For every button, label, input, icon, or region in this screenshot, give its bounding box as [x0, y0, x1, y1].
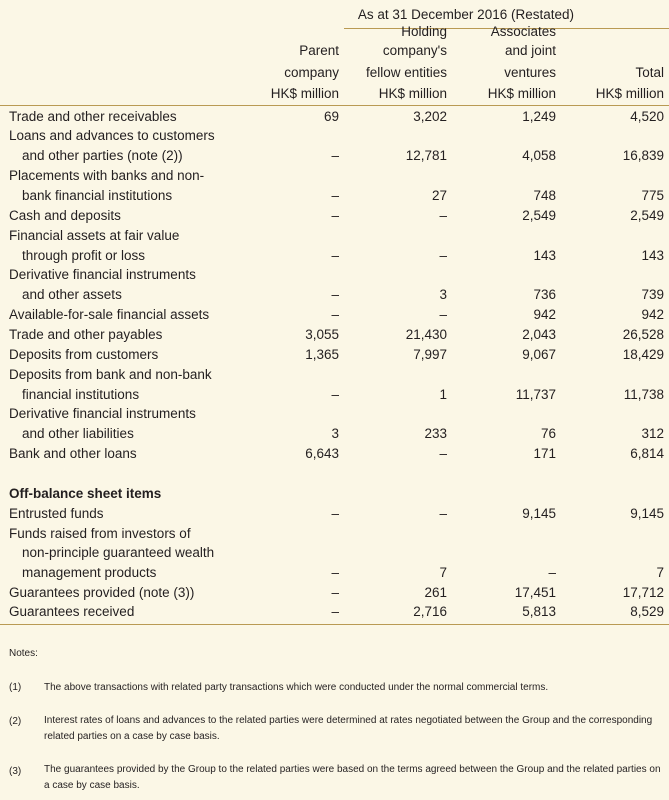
cell-total: 2,549 — [630, 208, 664, 223]
cell-associates: 171 — [533, 446, 556, 461]
cell-associates: 2,549 — [522, 208, 556, 223]
col-total-line1: Total — [635, 65, 664, 80]
cell-holding: 12,781 — [405, 148, 447, 163]
cell-total: 26,528 — [622, 327, 664, 342]
cell-parent: – — [331, 148, 339, 163]
col-holding-line4: HK$ million — [378, 86, 447, 101]
note-number: (2) — [9, 716, 22, 727]
cell-holding: 3 — [439, 287, 447, 302]
table-bottom-rule — [0, 624, 669, 625]
cell-parent: 69 — [323, 109, 339, 124]
cell-parent: – — [331, 208, 339, 223]
cell-holding: 27 — [431, 188, 447, 203]
cell-parent: – — [331, 604, 339, 619]
cell-associates: 9,145 — [522, 506, 556, 521]
row-label: Deposits from customers — [9, 347, 159, 362]
row-label: Cash and deposits — [9, 208, 121, 223]
cell-associates: – — [548, 565, 556, 580]
row-label: Guarantees received — [9, 604, 135, 619]
cell-associates: 2,043 — [522, 327, 556, 342]
cell-associates: 76 — [540, 426, 556, 441]
row-label-cont: financial institutions — [22, 387, 140, 402]
col-total-line2: HK$ million — [595, 86, 664, 101]
cell-total: 312 — [641, 426, 664, 441]
notes-title: Notes: — [9, 648, 38, 659]
cell-associates: 736 — [533, 287, 556, 302]
row-label-cont: and other assets — [22, 287, 122, 302]
row-label: Guarantees provided (note (3)) — [9, 585, 195, 600]
col-associates-line1: Associates — [490, 24, 556, 39]
cell-associates: 11,737 — [515, 387, 556, 402]
row-label-cont: non-principle guaranteed wealth — [22, 545, 215, 560]
row-label: Bank and other loans — [9, 446, 137, 461]
row-label: Entrusted funds — [9, 506, 104, 521]
col-holding-line2: company's — [382, 43, 447, 58]
note-number: (3) — [9, 766, 22, 777]
period-heading: As at 31 December 2016 (Restated) — [357, 7, 574, 22]
cell-total: 739 — [641, 287, 664, 302]
cell-parent: – — [331, 585, 339, 600]
row-label: Deposits from bank and non-bank — [9, 367, 212, 382]
row-label: Derivative financial instruments — [9, 406, 196, 421]
cell-holding: 3,202 — [413, 109, 447, 124]
cell-holding: 7 — [439, 565, 447, 580]
cell-total: 4,520 — [630, 109, 664, 124]
note-number: (1) — [9, 682, 22, 693]
cell-total: 8,529 — [630, 604, 664, 619]
row-label: Financial assets at fair value — [9, 228, 180, 243]
cell-holding: – — [439, 307, 447, 322]
row-label: Available-for-sale financial assets — [9, 307, 210, 322]
cell-parent: – — [331, 565, 339, 580]
cell-associates: 4,058 — [522, 148, 556, 163]
cell-parent: – — [331, 307, 339, 322]
row-label-cont: and other liabilities — [22, 426, 134, 441]
row-label-cont: bank financial institutions — [22, 188, 173, 203]
col-parent-line1: Parent — [299, 43, 339, 58]
col-parent-line3: HK$ million — [270, 86, 339, 101]
header-rule — [0, 105, 669, 106]
note-text: Interest rates of loans and advances to the related parties were determined at rates negotiated between the Group and the corresponding related parties on a case by case basis. — [44, 715, 653, 742]
cell-parent: 3 — [331, 426, 339, 441]
cell-parent: 3,055 — [305, 327, 339, 342]
cell-total: 16,839 — [622, 148, 664, 163]
cell-total: 9,145 — [630, 506, 664, 521]
row-label: Funds raised from investors of — [9, 526, 191, 541]
cell-parent: – — [331, 287, 339, 302]
note-text: The guarantees provided by the Group to the related parties were based on the terms agreed between the Group and the related parties on a case by case basis. — [44, 764, 661, 791]
col-parent-line2: company — [284, 65, 339, 80]
col-holding-line3: fellow entities — [365, 65, 447, 80]
cell-associates: 17,451 — [514, 585, 556, 600]
cell-parent: – — [331, 188, 339, 203]
cell-total: 17,712 — [622, 585, 664, 600]
cell-holding: – — [439, 208, 447, 223]
cell-holding: 7,997 — [413, 347, 447, 362]
cell-holding: – — [439, 248, 447, 263]
row-label: Trade and other receivables — [9, 109, 177, 124]
row-label: Trade and other payables — [9, 327, 163, 342]
cell-parent: – — [331, 387, 339, 402]
row-label-cont: management products — [22, 565, 157, 580]
cell-total: 143 — [641, 248, 664, 263]
row-label: Loans and advances to customers — [9, 128, 215, 143]
cell-parent: – — [331, 506, 339, 521]
cell-total: 18,429 — [622, 347, 664, 362]
cell-associates: 1,249 — [522, 109, 556, 124]
cell-holding: – — [439, 506, 447, 521]
cell-associates: 942 — [533, 307, 556, 322]
row-label: Placements with banks and non- — [9, 168, 205, 183]
cell-holding: 21,430 — [405, 327, 447, 342]
col-associates-line4: HK$ million — [487, 86, 556, 101]
cell-total: 7 — [656, 565, 664, 580]
cell-holding: 233 — [424, 426, 447, 441]
cell-total: 11,738 — [623, 387, 664, 402]
col-associates-line2: and joint — [504, 43, 556, 58]
cell-parent: 6,643 — [305, 446, 339, 461]
cell-holding: 1 — [439, 387, 447, 402]
cell-associates: 143 — [533, 248, 556, 263]
cell-associates: 9,067 — [522, 347, 556, 362]
row-label: Derivative financial instruments — [9, 267, 196, 282]
cell-parent: 1,365 — [305, 347, 339, 362]
col-associates-line3: ventures — [504, 65, 556, 80]
note-text: The above transactions with related party transactions which were conducted under the normal commercial terms. — [44, 682, 549, 693]
cell-associates: 5,813 — [522, 604, 556, 619]
cell-holding: 2,716 — [413, 604, 447, 619]
cell-total: 6,814 — [630, 446, 664, 461]
cell-associates: 748 — [533, 188, 556, 203]
cell-holding: 261 — [424, 585, 447, 600]
cell-parent: – — [331, 248, 339, 263]
row-label-cont: through profit or loss — [22, 248, 146, 263]
cell-total: 775 — [641, 188, 664, 203]
col-holding-line1: Holding — [401, 24, 447, 39]
cell-total: 942 — [641, 307, 664, 322]
cell-holding: – — [439, 446, 447, 461]
off-balance-title: Off-balance sheet items — [9, 486, 162, 501]
row-label-cont: and other parties (note (2)) — [22, 148, 183, 163]
